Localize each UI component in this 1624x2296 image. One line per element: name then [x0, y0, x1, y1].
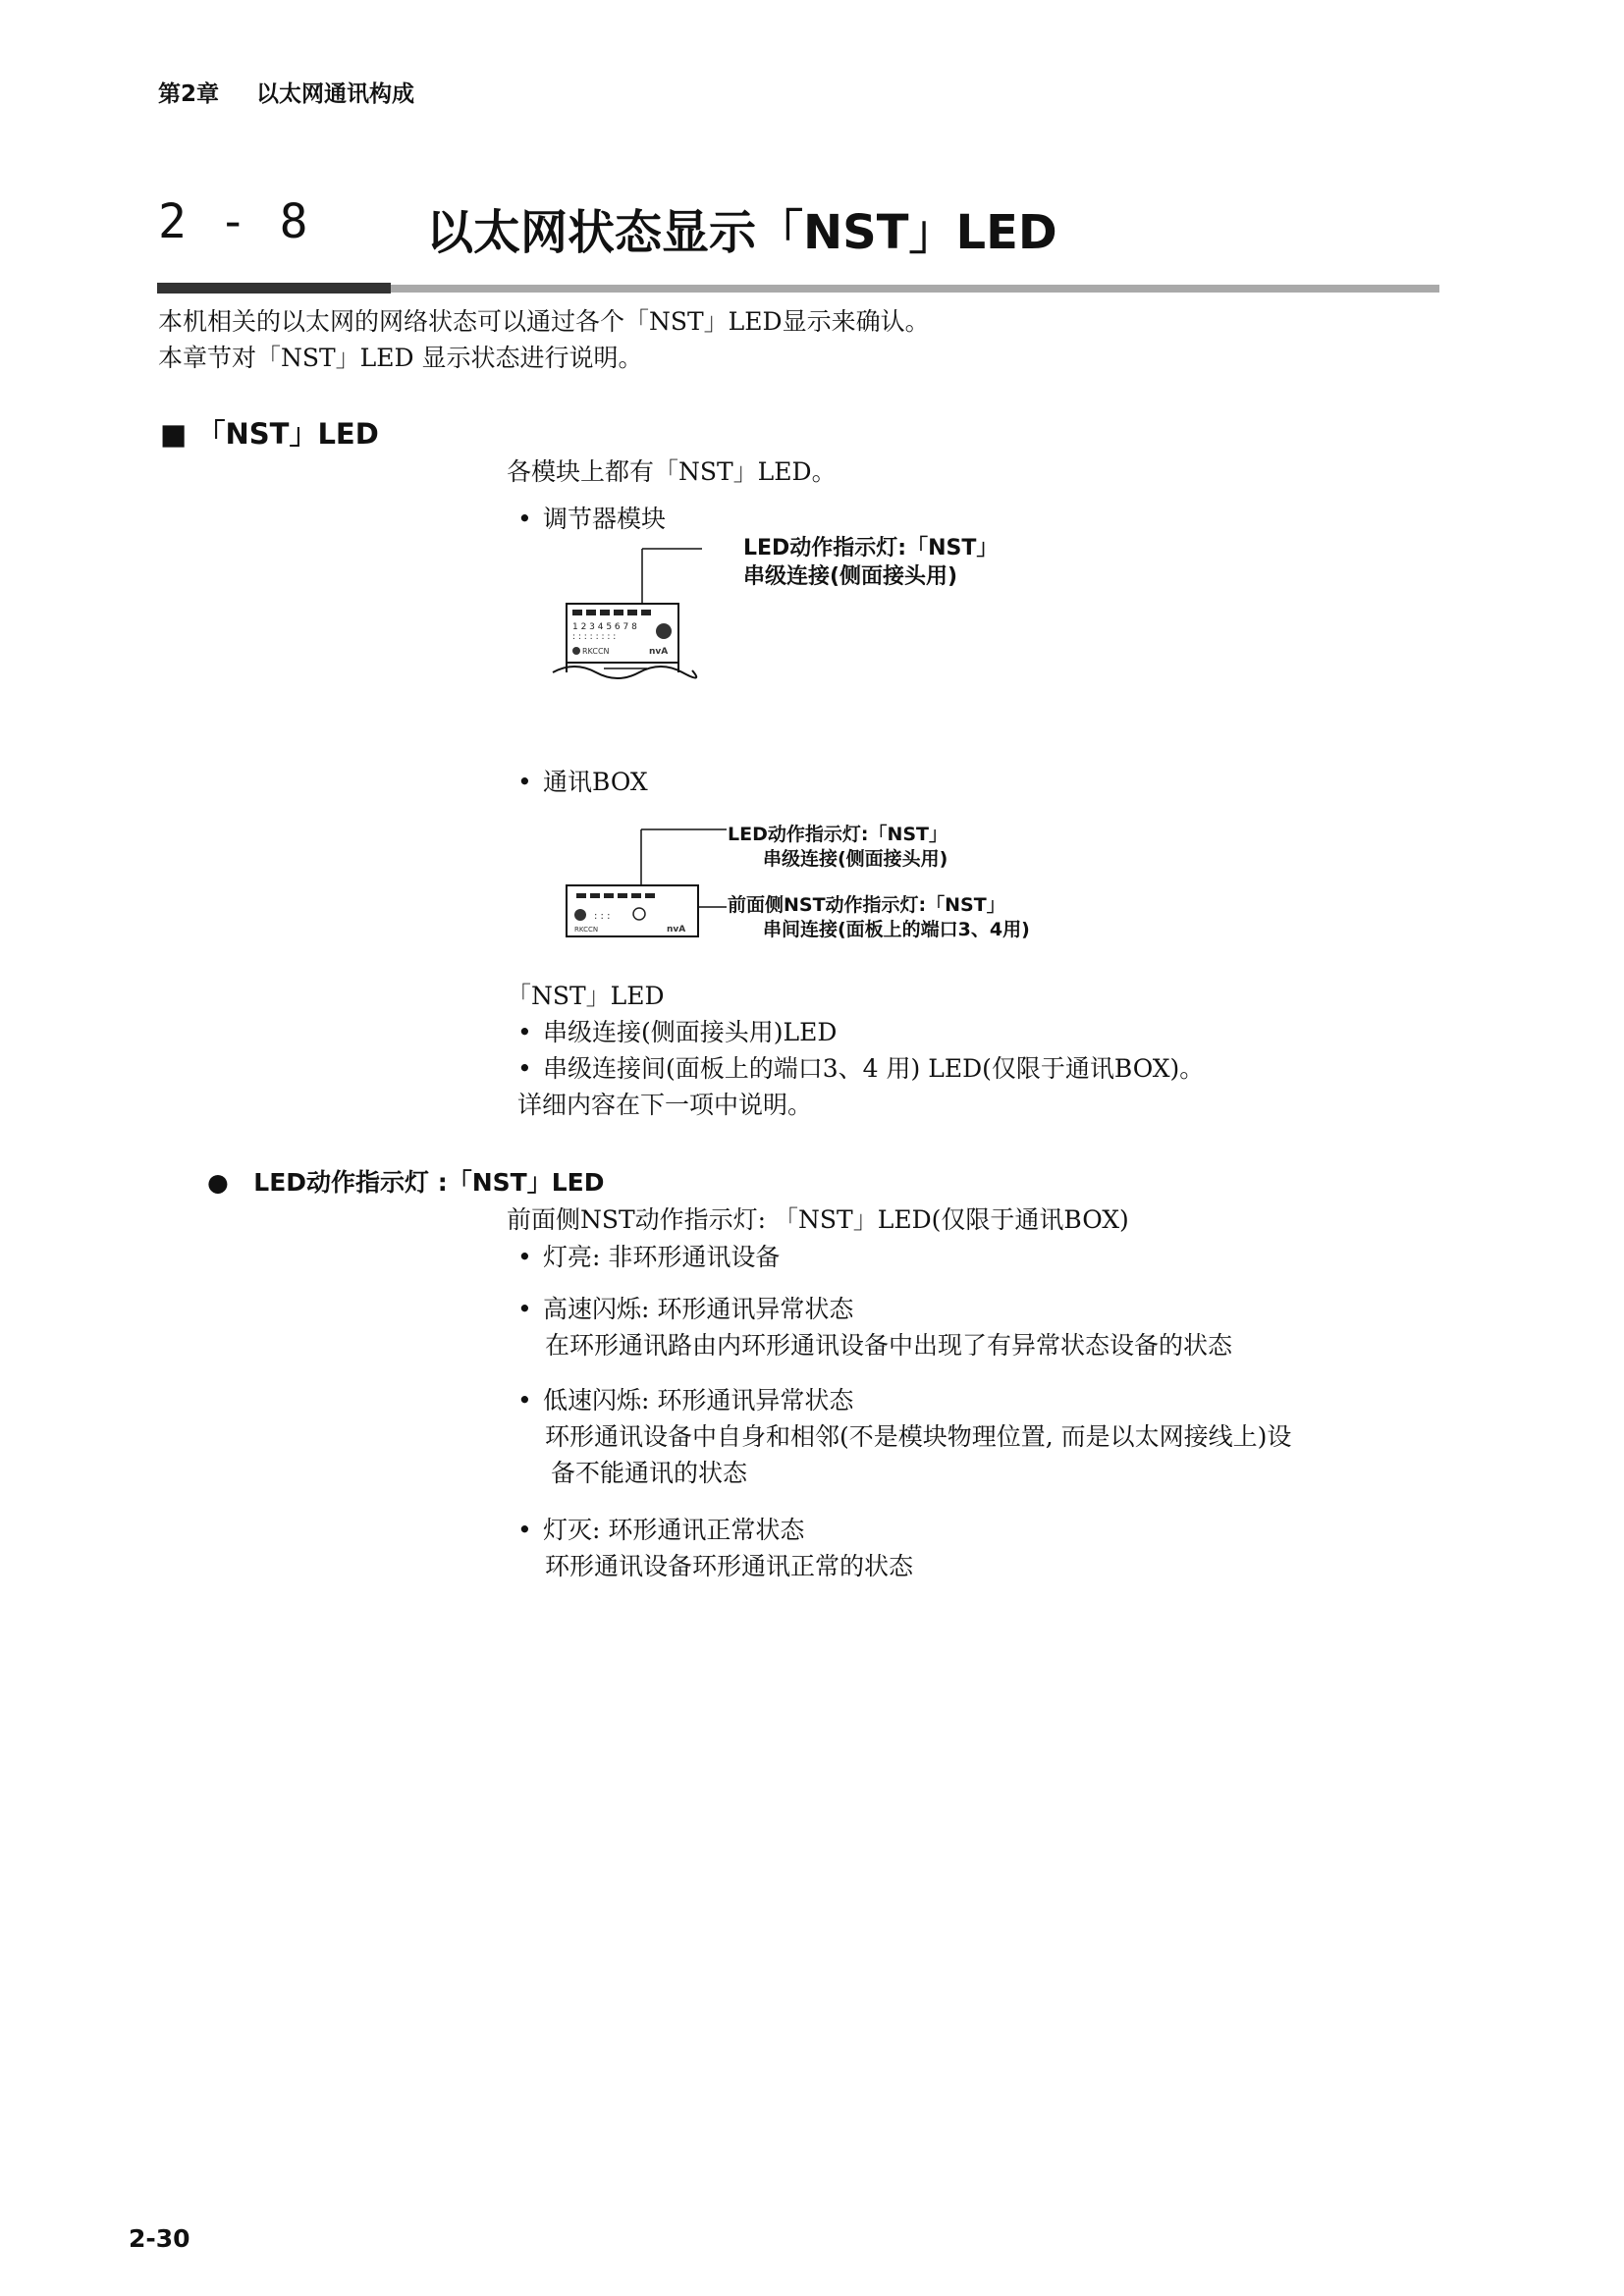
square-marker-icon: ■	[160, 417, 188, 451]
led-state-title: 低速闪烁: 环形通讯异常状态	[543, 1386, 854, 1415]
led-state-item	[517, 1382, 1291, 1491]
bullet-icon: •	[517, 1516, 532, 1544]
svg-text:RKCCN: RKCCN	[574, 926, 599, 934]
svg-text:: : :: : : :	[594, 911, 611, 922]
led-state-item	[517, 1239, 780, 1275]
svg-text:nvA: nvA	[649, 647, 669, 657]
section1-lead: 各模块上都有「NST」LED。	[507, 457, 837, 486]
svg-text:1 2 3 4 5 6 7 8: 1 2 3 4 5 6 7 8	[572, 622, 637, 632]
controller-led-label: LED动作指示灯:「NST」 串级连接(侧面接头用)	[743, 536, 999, 589]
led-state-description: 环形通讯设备中自身和相邻(不是模块物理位置, 而是以太网接线上)设	[545, 1422, 1292, 1451]
chapter-title: 以太网通讯构成	[256, 81, 415, 107]
subsection-heading-led-indicator: ● LED动作指示灯 :「NST」LED	[207, 1168, 605, 1197]
communication-box-figure	[555, 825, 731, 952]
bullet-icon: •	[517, 1295, 532, 1323]
led-state-item	[517, 1512, 913, 1584]
section2-lead: 前面侧NST动作指示灯: 「NST」LED(仅限于通讯BOX)	[507, 1205, 1129, 1234]
running-header	[158, 76, 414, 108]
bullet-icon: •	[517, 1243, 532, 1271]
summary-note: 详细内容在下一项中说明。	[517, 1091, 813, 1119]
box-front-led-label: 前面侧NST动作指示灯:「NST」 串间连接(面板上的端口3、4用)	[728, 894, 1030, 940]
bullet-icon: •	[517, 1054, 532, 1083]
module-list-item-2: • 通讯BOX	[517, 764, 648, 800]
svg-text:RKCCN: RKCCN	[582, 647, 610, 656]
bullet-icon: •	[517, 1018, 532, 1046]
controller-module-figure	[545, 535, 702, 692]
intro-line-1: 本机相关的以太网的网络状态可以通过各个「NST」LED显示来确认。	[158, 307, 930, 336]
bullet-icon: •	[517, 768, 532, 796]
led-state-description: 环形通讯设备环形通讯正常的状态	[545, 1552, 914, 1580]
section-heading-nst-led: ■ 「NST」LED	[160, 417, 379, 451]
svg-text:: : : : : : : :: : : : : : : : :	[572, 632, 617, 642]
summary-item: • 串级连接(侧面接头用)LED	[507, 1014, 1204, 1050]
svg-text:nvA: nvA	[667, 925, 686, 934]
summary-heading: 「NST」LED	[507, 982, 665, 1010]
page-title: 以太网状态显示「NST」LED	[426, 205, 1057, 260]
section1-summary	[507, 978, 1204, 1123]
page-number: 2-30	[129, 2224, 190, 2253]
module-list-item-1: • 调节器模块	[517, 501, 666, 537]
led-state-title: 高速闪烁: 环形通讯异常状态	[543, 1295, 854, 1323]
led-state-title: 灯亮: 非环形通讯设备	[543, 1243, 781, 1271]
bullet-icon: •	[517, 1386, 532, 1415]
summary-item: • 串级连接间(面板上的端口3、4 用) LED(仅限于通讯BOX)。	[507, 1050, 1204, 1087]
bullet-icon: •	[517, 505, 532, 533]
section-number: 2 - 8	[158, 194, 310, 249]
led-state-description: 备不能通讯的状态	[551, 1459, 748, 1487]
led-state-description: 在环形通讯路由内环形通讯设备中出现了有异常状态设备的状态	[545, 1331, 1233, 1360]
chapter-number: 第2章	[158, 81, 220, 107]
box-side-led-label: LED动作指示灯:「NST」 串级连接(侧面接头用)	[728, 824, 948, 870]
title-rule	[391, 285, 1439, 293]
intro-paragraph	[158, 303, 930, 376]
led-state-title: 灯灭: 环形通讯正常状态	[543, 1516, 805, 1544]
title-rule-accent	[157, 283, 391, 294]
led-state-item	[517, 1291, 1232, 1363]
circle-marker-icon: ●	[207, 1168, 229, 1197]
intro-line-2: 本章节对「NST」LED 显示状态进行说明。	[158, 344, 643, 372]
